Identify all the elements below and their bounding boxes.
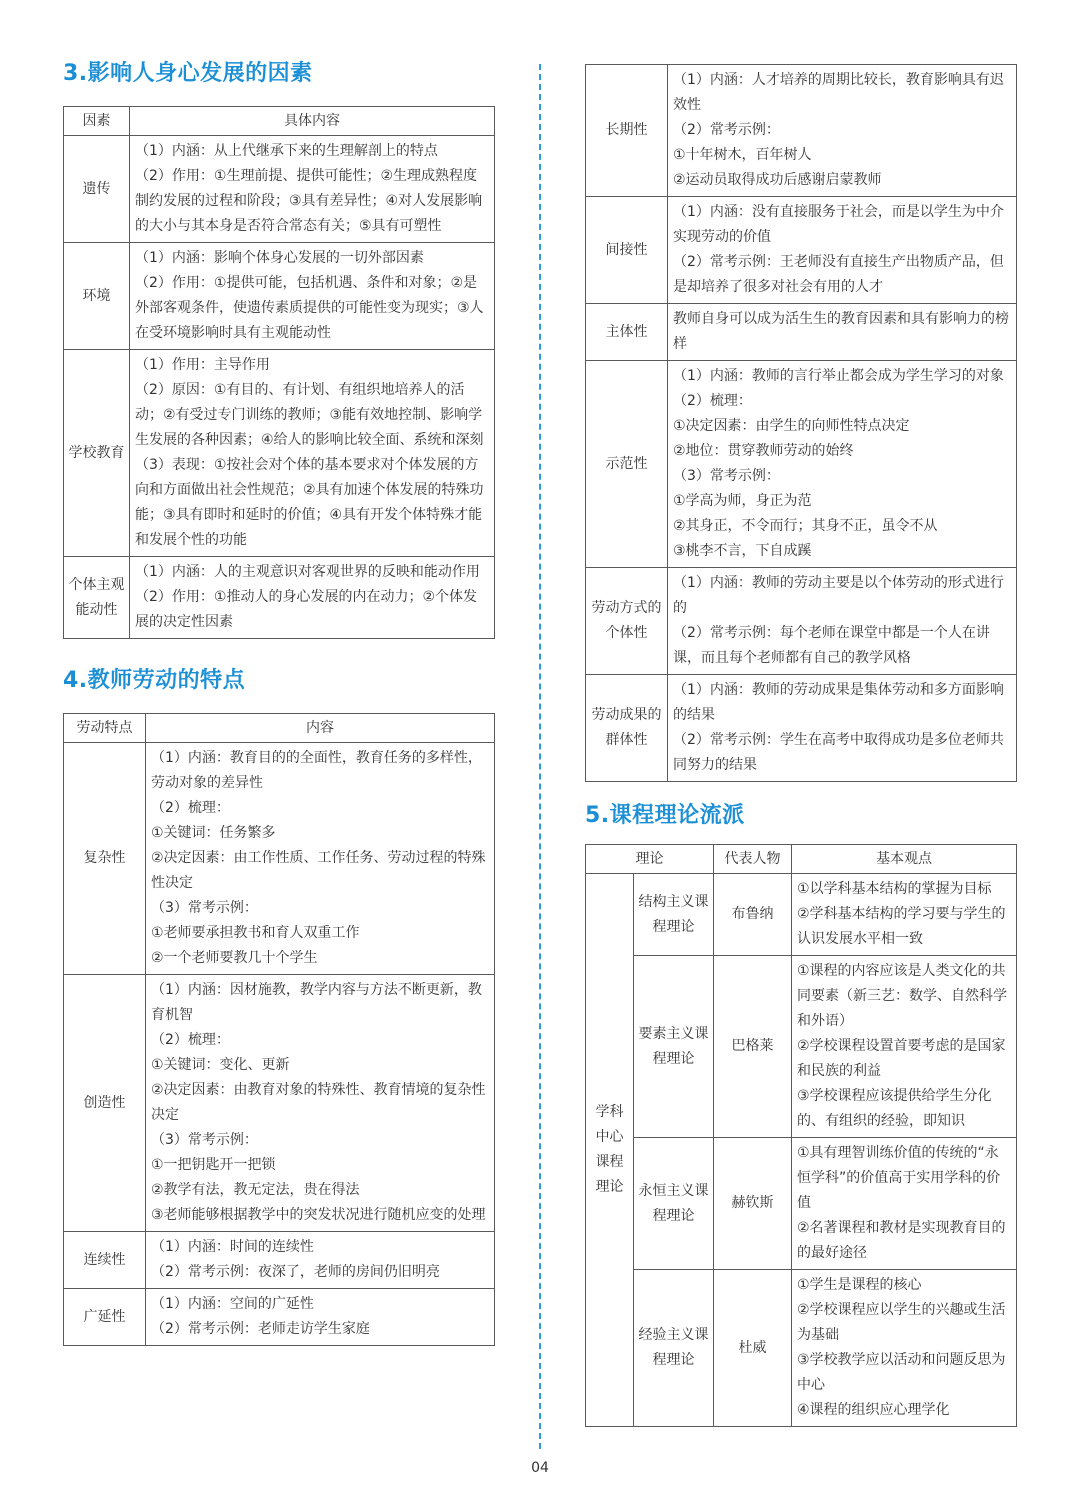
theory-name: 结构主义课程理论 <box>634 874 714 956</box>
content-line: ③学校课程应该提供给学生分化的、有组织的经验，即知识 <box>797 1088 992 1129</box>
content-line: （2）常考示例：王老师没有直接生产出物质产品，但是却培养了很多对社会有用的人才 <box>673 254 1004 295</box>
content-line: （2）作用：①推动人的身心发展的内在动力；②个体发展的决定性因素 <box>135 589 478 630</box>
content-line: ①关键词：变化、更新 <box>151 1057 290 1073</box>
theory-name: 经验主义课程理论 <box>634 1270 714 1427</box>
factors-table <box>63 106 495 639</box>
content-line: ①一把钥匙开一把锁 <box>151 1157 276 1173</box>
table-row <box>586 874 1017 956</box>
content-line: ①老师要承担教书和育人双重工作 <box>151 925 360 941</box>
table-row <box>64 743 495 975</box>
theory-name: 要素主义课程理论 <box>634 956 714 1138</box>
content-line: ②决定因素：由教育对象的特殊性、教育情境的复杂性决定 <box>151 1082 486 1123</box>
row-content <box>146 743 495 975</box>
content-line: ①具有理智训练价值的传统的“永恒学科”的价值高于实用学科的价值 <box>797 1145 1001 1211</box>
table-row <box>586 956 1017 1138</box>
table-row <box>586 1138 1017 1270</box>
content-line: ②学校课程应以学生的兴趣或生活为基础 <box>797 1302 1006 1343</box>
row-label: 主体性 <box>586 304 668 361</box>
content-line: ③桃李不言，下自成蹊 <box>673 543 812 559</box>
page-number: 04 <box>531 1460 549 1476</box>
header-cell: 基本观点 <box>792 845 1017 874</box>
content-line: （1）内涵：空间的广延性 <box>151 1296 314 1312</box>
content-line: 教师自身可以成为活生生的教育因素和具有影响力的榜样 <box>673 311 1009 352</box>
section-4-title: 4.教师劳动的特点 <box>63 668 246 693</box>
content-line: ②决定因素：由工作性质、工作任务、劳动过程的特殊性决定 <box>151 850 486 891</box>
content-line: ①课程的内容应该是人类文化的共同要素（新三艺：数学、自然科学和外语） <box>797 963 1007 1029</box>
row-label: 连续性 <box>64 1232 146 1289</box>
group-label: 学科中心课程理论 <box>586 874 634 1427</box>
section-3-title: 3.影响人身心发展的因素 <box>63 61 313 86</box>
table-row <box>64 975 495 1232</box>
curriculum-theory-table <box>585 844 1017 1427</box>
content-line: （1）内涵：人的主观意识对客观世界的反映和能动作用 <box>135 564 480 580</box>
representative: 布鲁纳 <box>714 874 792 956</box>
content-line: ②一个老师要教几十个学生 <box>151 950 318 966</box>
row-content <box>130 350 495 557</box>
table-header-row <box>64 714 495 743</box>
content-line: （2）常考示例：老师走访学生家庭 <box>151 1321 370 1337</box>
table-row <box>586 675 1017 782</box>
representative: 巴格莱 <box>714 956 792 1138</box>
row-label: 学校教育 <box>64 350 130 557</box>
table-row <box>586 568 1017 675</box>
content-line: （2）原因：①有目的、有计划、有组织地培养人的活动；②有受过专门训练的教师；③能有效地控制、影响学生发展的各种因素；④给人的影响比较全面、系统和深刻 <box>135 382 484 448</box>
row-label: 个体主观能动性 <box>64 557 130 639</box>
row-content <box>668 197 1017 304</box>
representative: 赫钦斯 <box>714 1138 792 1270</box>
representative: 杜威 <box>714 1270 792 1427</box>
content-line: （2）作用：①提供可能，包括机遇、条件和对象；②是外部客观条件，使遗传素质提供的可能性变为现实；③人在受环境影响时具有主观能动性 <box>135 275 484 341</box>
basic-views <box>792 1138 1017 1270</box>
header-cell: 理论 <box>586 845 714 874</box>
row-label: 间接性 <box>586 197 668 304</box>
header-cell: 因素 <box>64 107 130 136</box>
content-line: （1）内涵：从上代继承下来的生理解剖上的特点 <box>135 143 438 159</box>
right-column <box>585 64 1017 1427</box>
content-line: （1）内涵：影响个体身心发展的一切外部因素 <box>135 250 424 266</box>
row-content <box>668 361 1017 568</box>
table-row <box>586 304 1017 361</box>
content-line: （1）内涵：教师的言行举止都会成为学生学习的对象 <box>673 368 1004 384</box>
content-line: （2）常考示例：夜深了，老师的房间仍旧明亮 <box>151 1264 440 1280</box>
basic-views <box>792 874 1017 956</box>
content-line: （3）常考示例： <box>151 900 258 916</box>
table-header-row <box>64 107 495 136</box>
left-column <box>63 58 495 1346</box>
basic-views <box>792 956 1017 1138</box>
content-line: ②运动员取得成功后感谢启蒙教师 <box>673 172 882 188</box>
content-line: （3）表现：①按社会对个体的基本要求对个体发展的方向和方面做出社会性规范；②具有加速个体发展的特殊功能；③具有即时和延时的价值；④具有开发个体特殊才能和发展个性的功能 <box>135 457 484 548</box>
content-line: ③老师能够根据教学中的突发状况进行随机应变的处理 <box>151 1207 486 1223</box>
table-row <box>586 197 1017 304</box>
section-5-title: 5.课程理论流派 <box>585 803 745 828</box>
content-line: （1）内涵：没有直接服务于社会，而是以学生为中介实现劳动的价值 <box>673 204 1004 245</box>
table-row <box>586 65 1017 197</box>
table-row <box>64 136 495 243</box>
content-line: ②地位：贯穿教师劳动的始终 <box>673 443 854 459</box>
content-line: （1）作用：主导作用 <box>135 357 270 373</box>
content-line: ①十年树木，百年树人 <box>673 147 812 163</box>
content-line: ②其身正，不令而行；其身不正，虽令不从 <box>673 518 938 534</box>
header-cell: 劳动特点 <box>64 714 146 743</box>
teacher-labor-table <box>63 713 495 1346</box>
header-cell: 代表人物 <box>714 845 792 874</box>
row-content <box>130 557 495 639</box>
row-label: 示范性 <box>586 361 668 568</box>
content-line: ②学科基本结构的学习要与学生的认识发展水平相一致 <box>797 906 1006 947</box>
row-label: 广延性 <box>64 1289 146 1346</box>
row-content <box>130 136 495 243</box>
row-content <box>668 304 1017 361</box>
content-line: （1）内涵：教师的劳动成果是集体劳动和多方面影响的结果 <box>673 682 1004 723</box>
table-row <box>64 1232 495 1289</box>
content-line: ②教学有法，教无定法，贵在得法 <box>151 1182 360 1198</box>
table-row <box>586 361 1017 568</box>
content-line: ③学校教学应以活动和问题反思为中心 <box>797 1352 1006 1393</box>
content-line: ①学生是课程的核心 <box>797 1277 922 1293</box>
content-line: ②名著课程和教材是实现教育目的的最好途径 <box>797 1220 1006 1261</box>
row-content <box>668 65 1017 197</box>
table-row <box>64 350 495 557</box>
teacher-labor-table-continued <box>585 64 1017 782</box>
basic-views <box>792 1270 1017 1427</box>
row-content <box>668 675 1017 782</box>
row-label: 长期性 <box>586 65 668 197</box>
table-row <box>64 557 495 639</box>
content-line: （3）常考示例： <box>673 468 780 484</box>
content-line: （2）常考示例：每个老师在课堂中都是一个人在讲课，而且每个老师都有自己的教学风格 <box>673 625 990 666</box>
header-cell: 具体内容 <box>130 107 495 136</box>
content-line: ①学高为师，身正为范 <box>673 493 812 509</box>
row-label: 环境 <box>64 243 130 350</box>
content-line: （1）内涵：教师的劳动主要是以个体劳动的形式进行的 <box>673 575 1004 616</box>
content-line: （2）梳理： <box>673 393 752 409</box>
table-row <box>586 1270 1017 1427</box>
content-line: ④课程的组织应心理学化 <box>797 1402 950 1418</box>
content-line: （2）常考示例：学生在高考中取得成功是多位老师共同努力的结果 <box>673 732 1004 773</box>
header-cell: 内容 <box>146 714 495 743</box>
row-label: 遗传 <box>64 136 130 243</box>
content-line: （1）内涵：人才培养的周期比较长，教育影响具有迟效性 <box>673 72 1004 113</box>
content-line: （1）内涵：时间的连续性 <box>151 1239 314 1255</box>
content-line: ①以学科基本结构的掌握为目标 <box>797 881 992 897</box>
content-line: （2）作用：①生理前提、提供可能性；②生理成熟程度制约发展的过程和阶段；③具有差异性；④对人发展影响的大小与其本身是否符合常态有关；⑤具有可塑性 <box>135 168 483 234</box>
content-line: （2）梳理： <box>151 1032 230 1048</box>
row-content <box>146 1289 495 1346</box>
table-header-row <box>586 845 1017 874</box>
row-content <box>146 1232 495 1289</box>
content-line: （2）常考示例： <box>673 122 780 138</box>
row-label: 劳动成果的群体性 <box>586 675 668 782</box>
content-line: ①决定因素：由学生的向师性特点决定 <box>673 418 910 434</box>
content-line: （3）常考示例： <box>151 1132 258 1148</box>
row-label: 复杂性 <box>64 743 146 975</box>
content-line: （1）内涵：教育目的的全面性，教育任务的多样性，劳动对象的差异性 <box>151 750 482 791</box>
theory-name: 永恒主义课程理论 <box>634 1138 714 1270</box>
row-label: 劳动方式的个体性 <box>586 568 668 675</box>
row-content <box>668 568 1017 675</box>
content-line: （1）内涵：因材施教，教学内容与方法不断更新，教育机智 <box>151 982 482 1023</box>
table-row <box>64 243 495 350</box>
row-content <box>130 243 495 350</box>
content-line: ②学校课程设置首要考虑的是国家和民族的利益 <box>797 1038 1006 1079</box>
column-divider <box>539 64 541 1449</box>
row-label: 创造性 <box>64 975 146 1232</box>
content-line: ①关键词：任务繁多 <box>151 825 276 841</box>
table-row <box>64 1289 495 1346</box>
row-content <box>146 975 495 1232</box>
content-line: （2）梳理： <box>151 800 230 816</box>
